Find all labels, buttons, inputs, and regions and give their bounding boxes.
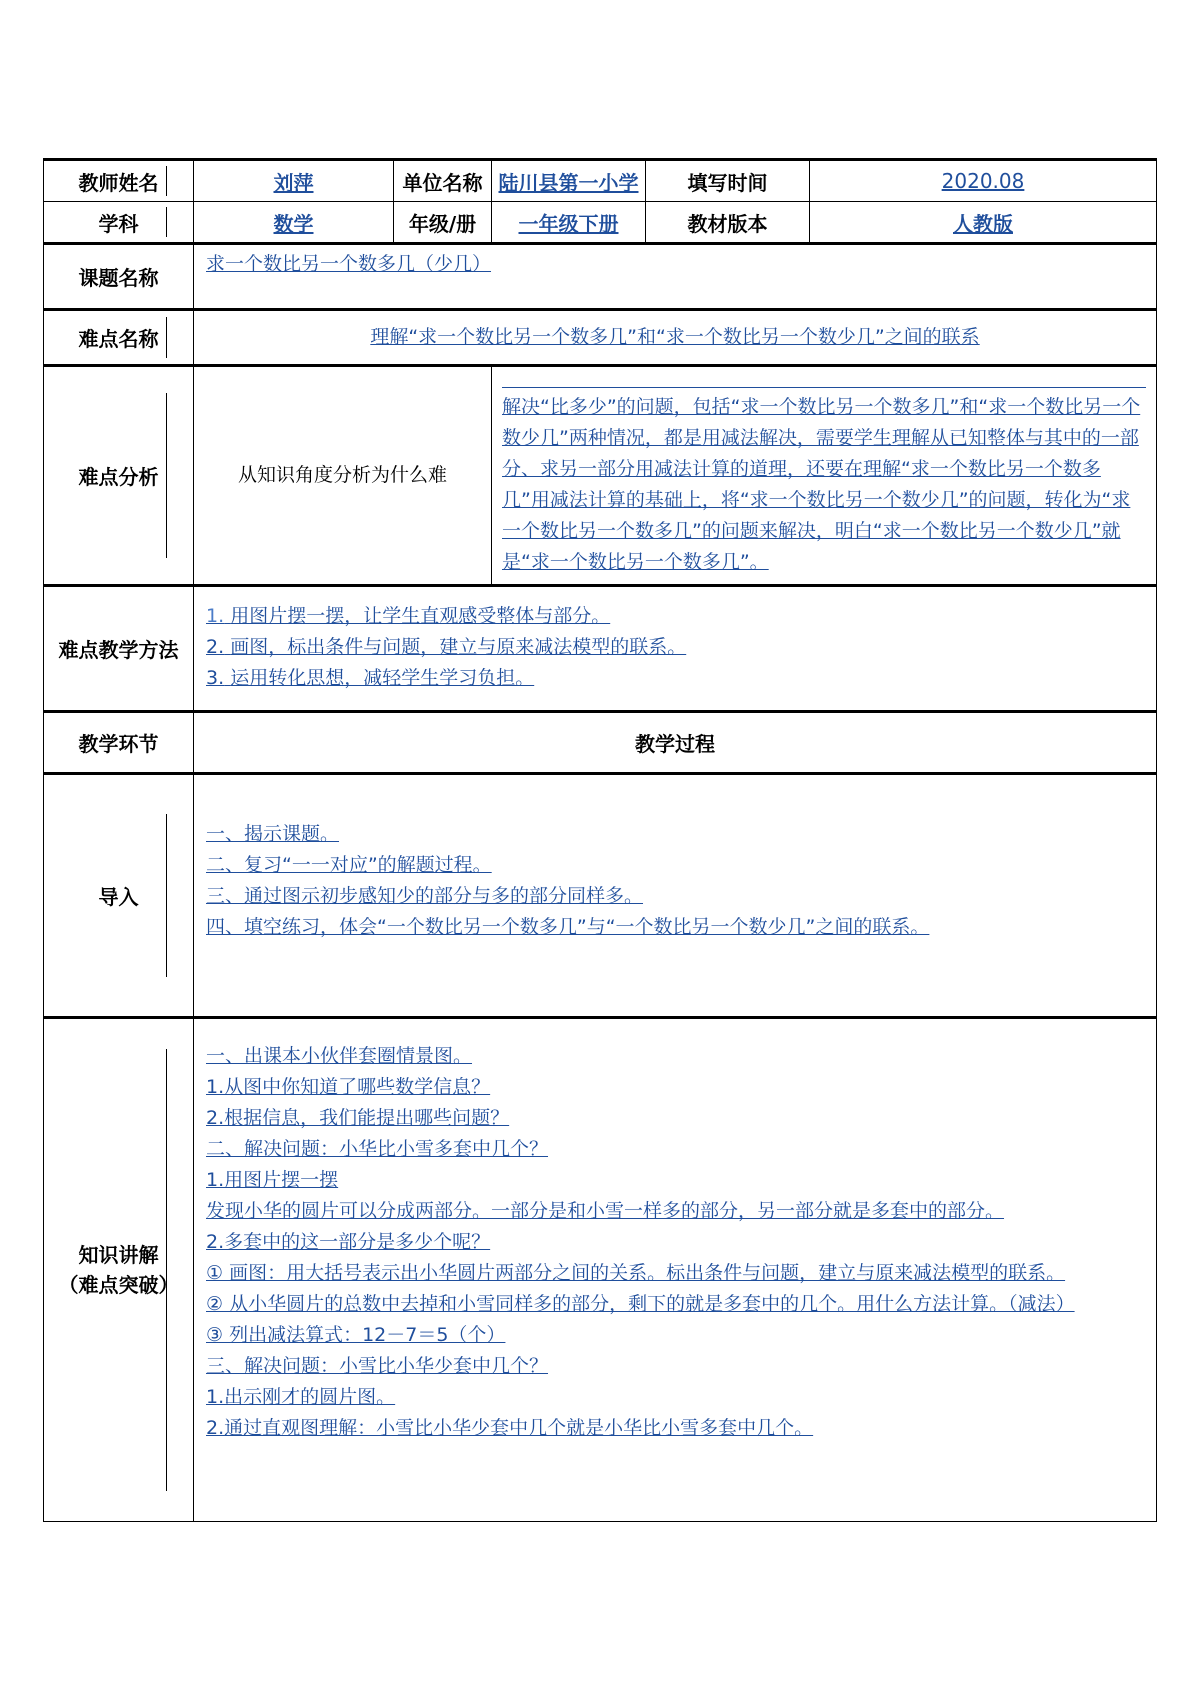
knowledge-item: 发现小华的圆片可以分成两部分。一部分是和小雪一样多的部分，另一部分就是多套中的部分。 [206,1200,1005,1222]
knowledge-item: 二、解决问题：小华比小雪多套中几个？ [206,1138,549,1160]
teacher-name-value: 刘萍 [194,160,394,202]
intro-item: 二、复习“一一对应”的解题过程。 [206,854,492,876]
knowledge-item: 三、解决问题：小雪比小华少套中几个？ [206,1355,549,1377]
methods-cell [194,586,1157,712]
subject-value: 数学 [194,202,394,244]
intro-item: 一、揭示课题。 [206,823,340,845]
difficulty-value-cell [194,310,1157,366]
analysis-text: 解决“比多少”的问题，包括“求一个数比另一个数多几”和“求一个数比另一个数少几”两种情况，都是用减法解决，需要学生理解从已知整体与其中的一部分、求另一部分用减法计算的道理，还要在理解“求一个数比另一个数多几”用减法计算的基础上，将“求一个数比另一个数少几”的问题，转化为“求一个数比另一个数多几”的问题来解决，明白“求一个数比另一个数少几”就是“求一个数比另一个数多几”。 [502,396,1141,573]
grade-value: 一年级下册 [492,202,646,244]
edition-label: 教材版本 [646,202,810,244]
knowledge-item: 1.出示刚才的圆片图。 [206,1386,396,1408]
knowledge-item: 1.用图片摆一摆 [206,1169,339,1191]
difficulty-value: 理解“求一个数比另一个数多几”和“求一个数比另一个数少几”之间的联系 [370,326,980,348]
intro-item: 三、通过图示初步感知少的部分与多的部分同样多。 [206,885,644,907]
edition-value: 人教版 [810,202,1157,244]
methods-label: 难点教学方法 [44,586,194,712]
knowledge-item: ② 从小华圆片的总数中去掉和小雪同样多的部分，剩下的就是多套中的几个。用什么方法计算。（减法） [206,1293,1075,1315]
unit-name-value: 陆川县第一小学 [492,160,646,202]
difficulty-label: 难点名称 [44,310,194,366]
fill-time-label: 填写时间 [646,160,810,202]
knowledge-item: ③ 列出减法算式：12－7＝5（个） [206,1324,506,1346]
unit-name-label: 单位名称 [394,160,492,202]
subject-label: 学科 [44,202,194,244]
intro-item: 四、填空练习，体会“一个数比另一个数多几”与“一个数比另一个数少几”之间的联系。 [206,916,930,938]
topic-value-cell [194,244,1157,310]
knowledge-item: 2.通过直观图理解：小雪比小华少套中几个就是小华比小雪多套中几个。 [206,1417,814,1439]
method-item: 2. 画图，标出条件与问题，建立与原来减法模型的联系。 [206,636,687,658]
knowledge-item: ① 画图：用大括号表示出小华圆片两部分之间的关系。标出条件与问题，建立与原来减法模型的联系。 [206,1262,1066,1284]
intro-label: 导入 [44,774,194,1018]
knowledge-cell [194,1018,1157,1522]
analysis-text-cell [492,366,1157,586]
analysis-sublabel: 从知识角度分析为什么难 [237,464,447,486]
analysis-label: 难点分析 [44,366,194,586]
analysis-rule [502,387,1146,388]
process-content-header: 教学过程 [194,712,1157,774]
knowledge-label: 知识讲解 （难点突破） [44,1018,194,1522]
topic-value: 求一个数比另一个数多几（少几） [206,253,492,275]
lesson-plan-table [43,158,1156,1522]
process-stage-header: 教学环节 [44,712,194,774]
knowledge-item: 2.多套中的这一部分是多少个呢？ [206,1231,491,1253]
knowledge-item: 2.根据信息，我们能提出哪些问题？ [206,1107,510,1129]
topic-label: 课题名称 [44,244,194,310]
grade-label: 年级/册 [394,202,492,244]
analysis-sublabel-cell [194,366,492,586]
fill-time-value: 2020.08 [810,160,1157,202]
method-item: 1. 用图片摆一摆，让学生直观感受整体与部分。 [206,605,611,627]
teacher-name-label: 教师姓名 [44,160,194,202]
knowledge-item: 1.从图中你知道了哪些数学信息？ [206,1076,491,1098]
intro-cell [194,774,1157,1018]
knowledge-item: 一、出课本小伙伴套圈情景图。 [206,1045,473,1067]
method-item: 3. 运用转化思想，减轻学生学习负担。 [206,667,535,689]
